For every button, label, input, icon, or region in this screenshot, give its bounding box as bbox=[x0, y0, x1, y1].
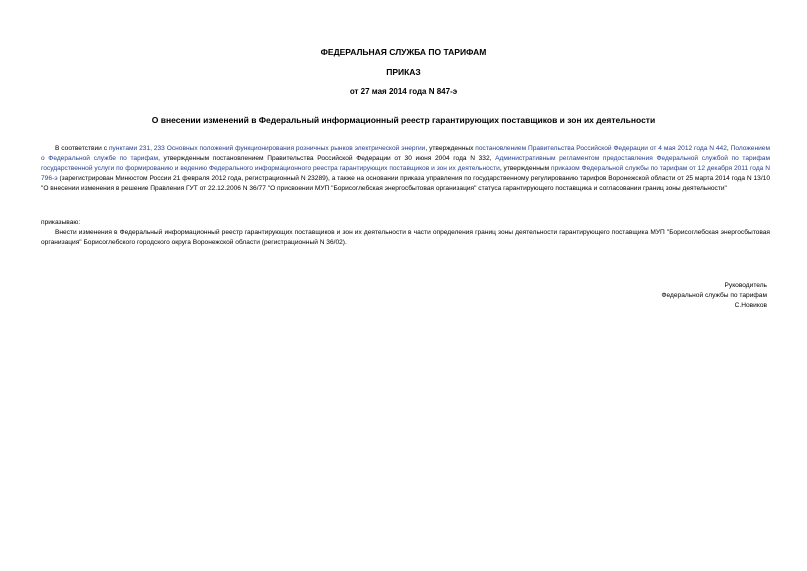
preamble-text-2: , утвержденных bbox=[425, 145, 476, 152]
preamble-text-5: , утвержденным bbox=[499, 165, 552, 172]
preamble-text-3: , bbox=[726, 145, 731, 152]
preamble-text-1: В соответствии с bbox=[55, 145, 109, 152]
date-number-heading: от 27 мая 2014 года N 847-э bbox=[349, 87, 458, 96]
order-word: приказываю: bbox=[41, 219, 81, 226]
agency-heading: ФЕДЕРАЛЬНАЯ СЛУЖБА ПО ТАРИФАМ bbox=[320, 47, 487, 57]
order-paragraph: Внести изменения в Федеральный информационный реестр гарантирующих поставщиков и зон их деятельности в части определения границ зоны деятельности гарантирующего поставщика МУП "Борисоглебская энергосбытовая организация" Борисоглебского городского округа Воронежской области (регистрационный N 36/02). bbox=[41, 229, 770, 246]
preamble-text-6: (зарегистрирован Минюстом России 21 февраля 2012 года, регистрационный N 23289), а также на основании приказа управления по государственному регулированию тарифов Воронежской области от 25 марта 2014 года N 13/10 "О внесении изменения в решение Правления ГУТ от 22.12.2006 N 36/77 "О присвоении МУП "Борисоглебская энергосбытовая организация" статуса гарантирующего поставщика и согласовании границ зоны деятельности" bbox=[41, 175, 770, 192]
signature-title: Руководитель bbox=[724, 282, 767, 289]
doc-type-heading: ПРИКАЗ bbox=[386, 67, 421, 77]
link-fst-regulation[interactable]: Положением о Федеральной службе по тарифам bbox=[41, 145, 770, 162]
document-title: О внесении изменений в Федеральный информационный реестр гарантирующих поставщиков и зон их деятельности bbox=[151, 115, 656, 125]
preamble-text-4: , утвержденным постановлением Правительства Российской Федерации от 30 июня 2004 года N 332, bbox=[158, 155, 496, 162]
link-government-resolution-442[interactable]: постановлением Правительства Российской Федерации от 4 мая 2012 года N 442 bbox=[475, 145, 727, 152]
signature-name: С.Новиков bbox=[734, 302, 767, 309]
link-retail-market-rules[interactable]: пунктами 231, 233 Основных положений функционирования розничных рынков электрической энергии bbox=[108, 145, 426, 152]
preamble-paragraph bbox=[41, 144, 770, 194]
link-administrative-regulation[interactable]: Административным регламентом предоставления Федеральной службой по тарифам государственной услуги по формированию и ведению Федерального информационного реестра гарантирующих поставщиков и зон их деятельности bbox=[41, 155, 770, 172]
link-fst-order-796[interactable]: приказом Федеральной службы по тарифам от 12 декабря 2011 года N 796-э bbox=[41, 165, 770, 182]
signature-organization: Федеральной службы по тарифам bbox=[661, 292, 767, 299]
